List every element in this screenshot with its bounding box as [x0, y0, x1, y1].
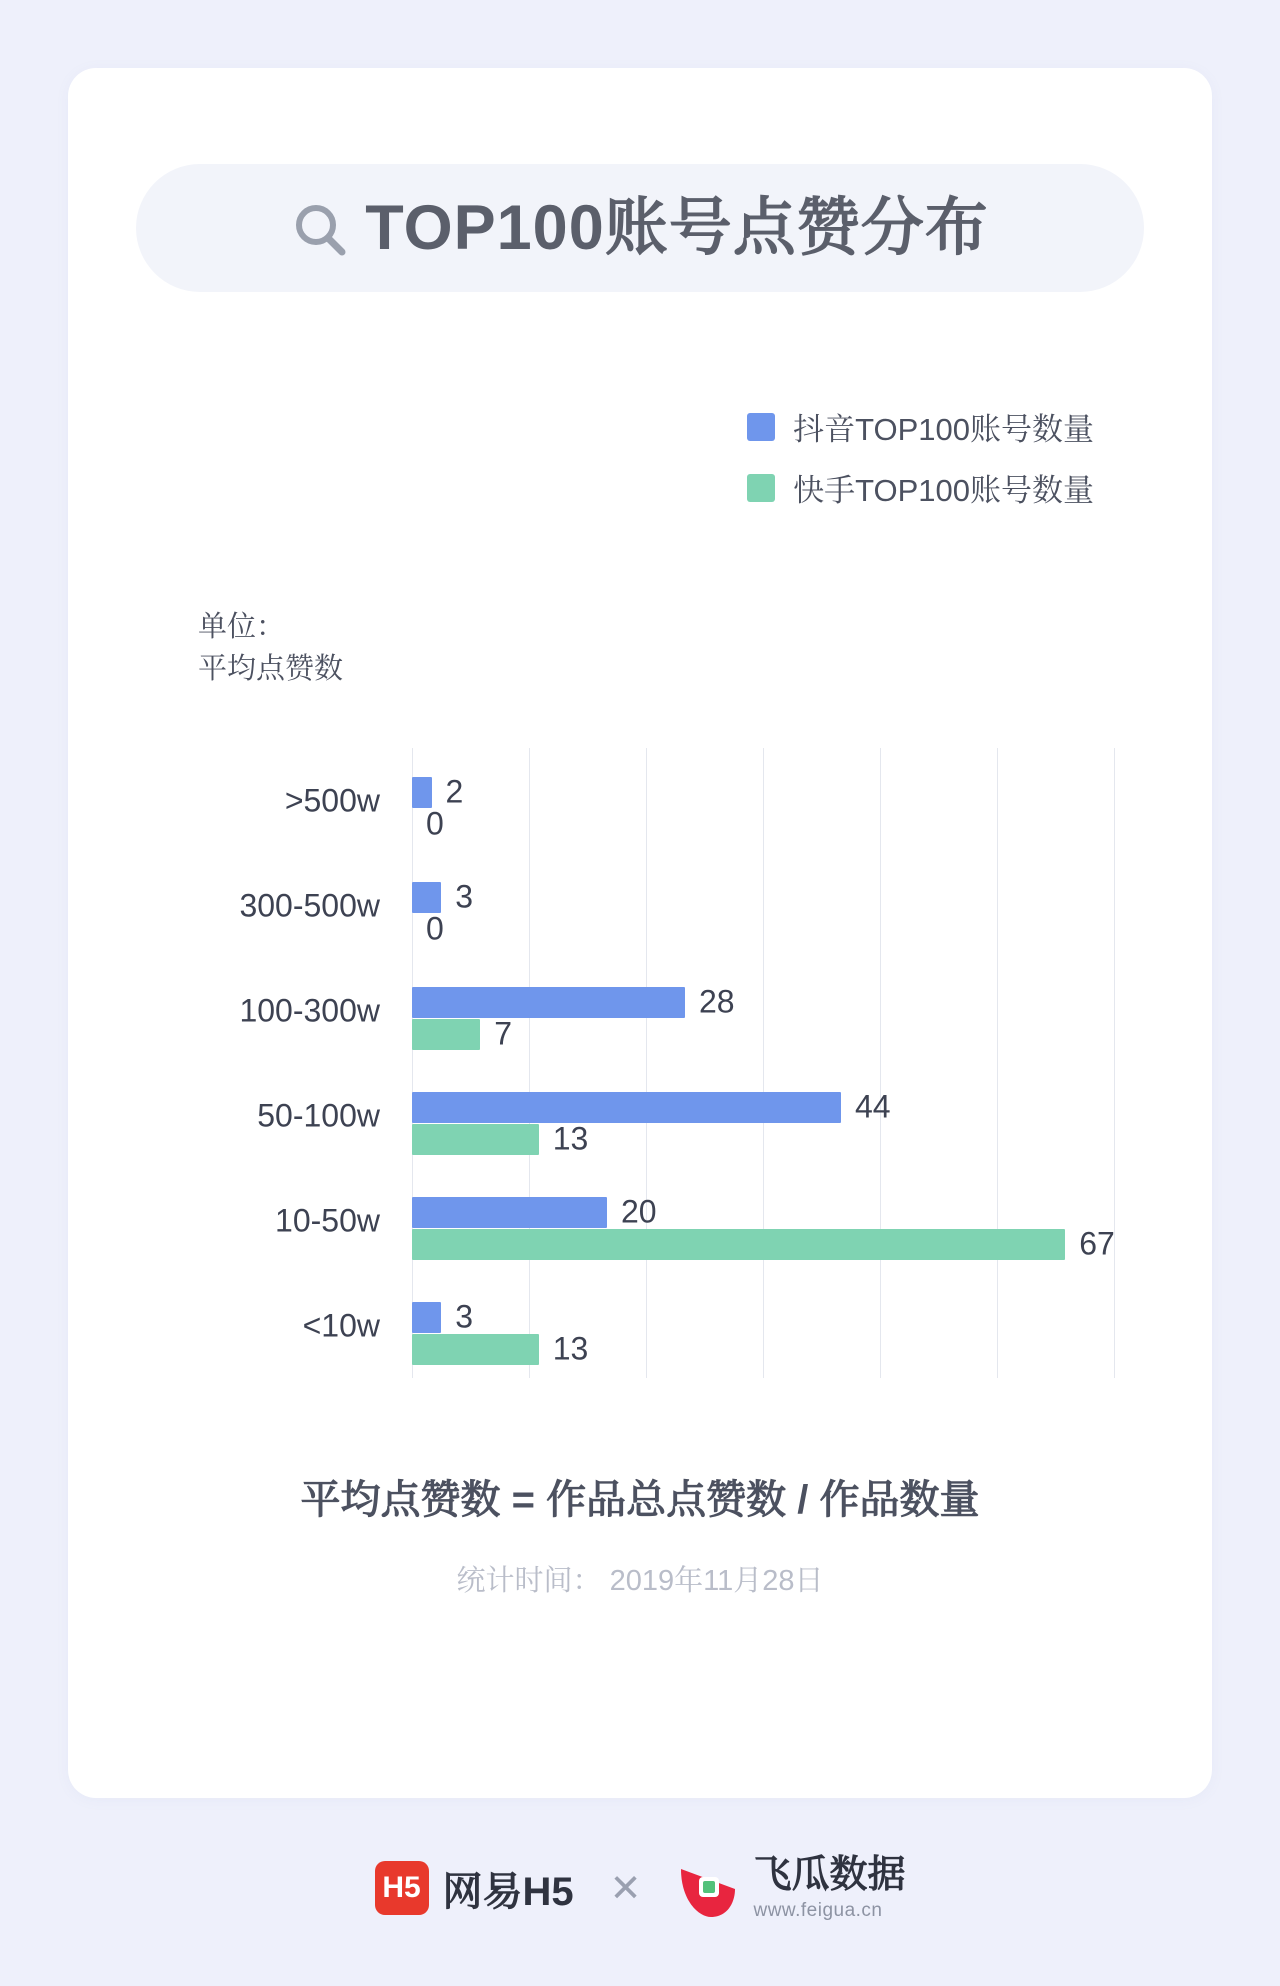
- h5-logo-icon: H5: [375, 1861, 429, 1915]
- page-title: TOP100账号点赞分布: [365, 192, 989, 263]
- category-label: 50-100w: [257, 1097, 380, 1133]
- bar-value-label: 13: [552, 1330, 589, 1366]
- brand-netease-h5: [375, 1860, 574, 1917]
- bar-douyin: [412, 882, 441, 913]
- gridline: [529, 748, 530, 1378]
- bar-douyin: [412, 777, 432, 808]
- search-icon: [291, 201, 349, 259]
- brand-right-url: www.feigua.cn: [753, 1900, 883, 1921]
- legend-label-kuaishou: 快手TOP100账号数量: [793, 473, 1094, 508]
- bar-value-label: 3: [455, 1298, 474, 1334]
- footer-brands: [0, 1838, 1280, 1938]
- bar-douyin: [412, 1302, 441, 1333]
- brand-feigua: [677, 1856, 905, 1920]
- category-axis: [136, 748, 398, 1378]
- title-search-pill: [136, 164, 1144, 292]
- unit-line-2: 平均点赞数: [198, 653, 344, 686]
- brand-left-label: 网易H5: [442, 1869, 574, 1914]
- gridline: [1114, 748, 1115, 1378]
- category-label: 10-50w: [275, 1202, 380, 1238]
- bar-douyin: [412, 1197, 607, 1228]
- formula-note: 平均点赞数 = 作品总点赞数 / 作品数量: [300, 1478, 980, 1522]
- category-label: >500w: [284, 782, 380, 818]
- cross-icon: ✕: [609, 1867, 642, 1910]
- gridline: [412, 748, 413, 1378]
- bar-value-label: 0: [426, 805, 444, 841]
- feigua-logo-icon: [677, 1861, 739, 1919]
- gridline: [646, 748, 647, 1378]
- bar-kuaishou: [412, 1229, 1065, 1260]
- timestamp-note: 统计时间： 2019年11月28日: [456, 1565, 824, 1597]
- feigua-text: [753, 1856, 905, 1920]
- bar-kuaishou: [412, 1124, 539, 1155]
- category-label: <10w: [302, 1307, 380, 1343]
- category-label: 300-500w: [239, 887, 380, 923]
- category-label: 100-300w: [239, 992, 380, 1028]
- gridline: [763, 748, 764, 1378]
- unit-line-1: 单位：: [198, 611, 286, 643]
- axis-unit-label: [198, 606, 343, 690]
- bar-value-label: 7: [494, 1015, 513, 1051]
- legend-swatch-kuaishou: [747, 474, 775, 502]
- plot-area: [412, 748, 1114, 1378]
- bar-kuaishou: [412, 1334, 539, 1365]
- chart-legend: [747, 404, 1094, 526]
- bar-value-label: 28: [699, 983, 735, 1019]
- bar-chart: [136, 688, 1144, 1446]
- bar-value-label: 67: [1079, 1225, 1115, 1261]
- bar-value-label: 20: [621, 1193, 657, 1229]
- content-card: [68, 68, 1212, 1798]
- bar-value-label: 3: [455, 878, 474, 914]
- legend-item-kuaishou: [747, 465, 1094, 510]
- legend-label-douyin: 抖音TOP100账号数量: [793, 412, 1094, 447]
- bar-value-label: 44: [855, 1088, 891, 1124]
- legend-item-douyin: [747, 404, 1094, 449]
- bar-kuaishou: [412, 1019, 480, 1050]
- bar-value-label: 2: [445, 773, 464, 809]
- bar-value-label: 13: [552, 1120, 589, 1156]
- gridline: [997, 748, 998, 1378]
- legend-swatch-douyin: [747, 413, 775, 441]
- bar-value-label: 0: [426, 910, 444, 946]
- bar-douyin: [412, 987, 685, 1018]
- bar-douyin: [412, 1092, 841, 1123]
- gridline: [880, 748, 881, 1378]
- brand-right-label: 飞瓜数据: [753, 1854, 906, 1896]
